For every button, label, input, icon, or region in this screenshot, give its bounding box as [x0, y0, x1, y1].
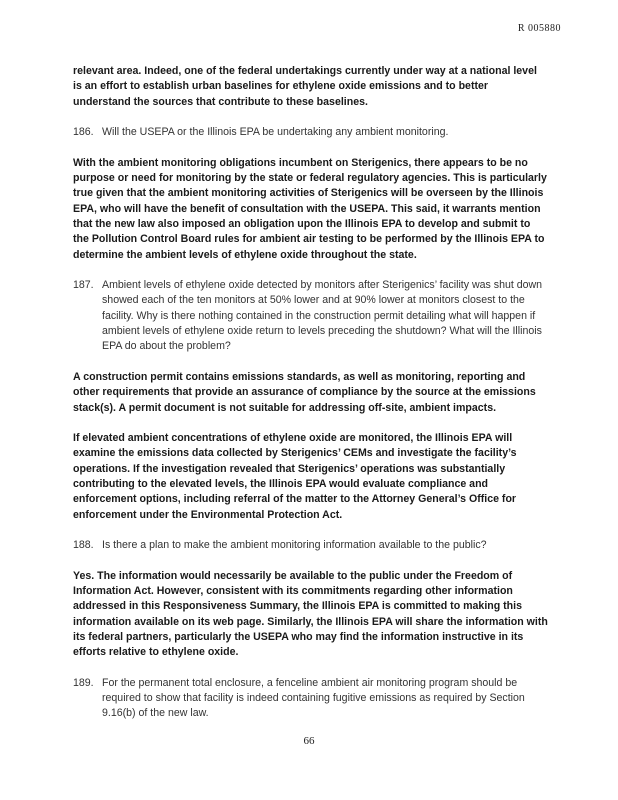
question-item [73, 278, 548, 354]
question-text: Is there a plan to make the ambient monitoring information available to the public? [102, 539, 487, 552]
question-item [73, 125, 548, 140]
page-number: 66 [303, 735, 315, 747]
question-number: 187. [73, 279, 94, 292]
question-number: 188. [73, 539, 94, 552]
answer-paragraph: A construction permit contains emissions standards, as well as monitoring, reporting and other requirements that provide an assurance of compliance by the source at the emissions stack(s). A permit document is not suitable for addressing off-site, ambient impacts. [73, 370, 536, 414]
bates-number: R 005880 [517, 23, 561, 34]
answer-paragraph: If elevated ambient concentrations of ethylene oxide are monitored, the Illinois EPA will examine the emissions data collected by Sterigenics’ CEMs and investigate the facility’s operations. If the investigation revealed that Sterigenics’ operations was substantially contributing to the elevated levels, the Illinois EPA would evaluate compliance and enforcement options, including referral of the matter to the Attorney General’s Office for enforcement under the Environmental Protection Act. [73, 432, 517, 521]
question-text: For the permanent total enclosure, a fenceline ambient air monitoring program should be required to show that facility is indeed containing fugitive emissions as required by Section 9.16(b) of the new law. [102, 676, 525, 720]
answer-paragraph: With the ambient monitoring obligations incumbent on Sterigenics, there appears to be no purpose or need for monitoring by the state or federal regulatory agencies. This is particularly true given that the ambient monitoring activities of Sterigenics will be overseen by the Illinois EPA, who will have the benefit of consultation with the USEPA. This said, it warrants mention that the new law also imposed an obligation upon the Illinois EPA to develop and submit to the Pollution Control Board rules for ambient air testing to be performed by the Illinois EPA to determine the ambient levels of ethylene oxide throughout the state. [73, 156, 547, 261]
answer-paragraph: Yes. The information would necessarily be available to the public under the Freedom of Information Act. However, consistent with its commitments regarding other information addressed in this Responsiveness Summary, the Illinois EPA is committed to making this information available on its web page. Similarly, the Illinois EPA will share the information with its federal partners, particularly the USEPA who may find the information instructive in its efforts relative to ethylene oxide. [73, 569, 548, 659]
question-text: Will the USEPA or the Illinois EPA be undertaking any ambient monitoring. [102, 126, 449, 139]
question-item [73, 538, 548, 553]
question-text: Ambient levels of ethylene oxide detected by monitors after Sterigenics’ facility was shut down showed each of the ten monitors at 50% lower and at 90% lower at monitors closest to the facility. Why is there nothing contained in the construction permit detailing what will happen if ambient levels of ethylene oxide return to levels preceding the shutdown? What will the Illinois EPA do about the problem? [102, 279, 543, 353]
document-body [73, 64, 548, 737]
answer-paragraph: relevant area. Indeed, one of the federal undertakings currently under way at a national level is an effort to establish urban baselines for ethylene oxide emissions and to better understand the sources that contribute to these baselines. [73, 65, 537, 108]
question-number: 189. [73, 676, 94, 689]
question-number: 186. [73, 126, 94, 139]
question-item [73, 676, 548, 722]
